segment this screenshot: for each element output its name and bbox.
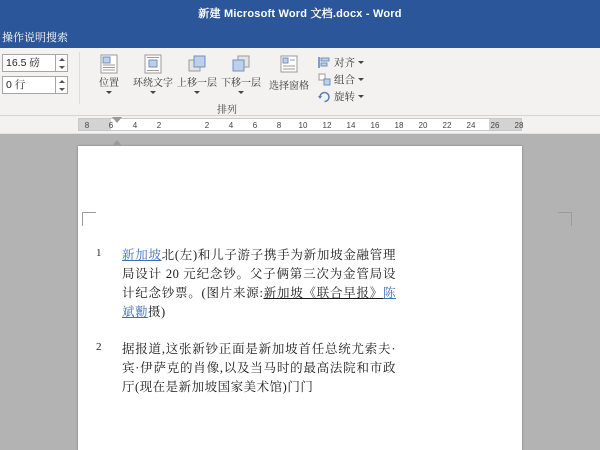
chevron-down-icon — [358, 95, 364, 98]
ribbon-divider — [79, 52, 80, 104]
paragraph-text[interactable] — [122, 340, 396, 397]
bring-forward-icon — [186, 54, 208, 77]
ruler-tick: 28 — [514, 121, 524, 130]
ruler-tick: 14 — [346, 121, 356, 130]
ruler-tick: 26 — [490, 121, 500, 130]
bring-forward-label: 上移一层 — [177, 78, 217, 89]
group-label: 组合 — [334, 74, 355, 86]
send-backward-button[interactable] — [219, 52, 263, 94]
paragraph-run: 北(左)和儿子游子携手为新加坡金融管理局设计 20 元纪念钞。父子俩第三次为金管局设计纪念钞票。(图片来源: — [122, 248, 396, 300]
arrange-group-label: 排列 — [217, 105, 237, 116]
chevron-down-icon — [238, 91, 244, 94]
ruler-tick: 2 — [156, 121, 162, 130]
paragraph-run-link[interactable]: 新加坡 — [122, 248, 162, 262]
paragraph-text[interactable] — [122, 246, 396, 322]
ruler-tick: 8 — [84, 121, 90, 130]
ruler-tick: 24 — [466, 121, 476, 130]
shape-width-stepper[interactable] — [56, 76, 68, 94]
send-backward-icon — [230, 54, 252, 77]
selection-pane-button[interactable] — [263, 52, 315, 92]
chevron-down-icon — [358, 61, 364, 64]
send-backward-label: 下移一层 — [221, 78, 261, 89]
shape-height-row — [2, 54, 74, 72]
paragraph-number: 2 — [96, 341, 102, 353]
title-bar — [0, 0, 600, 26]
paragraph-run-underline: 新加坡《联合早报》 — [263, 286, 383, 300]
paragraph-number: 1 — [96, 247, 102, 259]
paragraph-run: 据报道,这张新钞正面是新加坡首任总统尤索夫·宾·伊萨克的肖像,以及当马时的最高法院和市政厅(现在是新加坡国家美术馆)门门 — [122, 342, 396, 394]
chevron-down-icon — [358, 78, 364, 81]
wrap-text-icon — [142, 54, 164, 77]
rotate-label: 旋转 — [334, 91, 355, 103]
ruler-tick: 18 — [394, 121, 404, 130]
shape-width-input[interactable]: 0 行 — [2, 76, 56, 94]
position-icon — [98, 54, 120, 77]
shape-height-input[interactable]: 16.5 磅 — [2, 54, 56, 72]
ruler-tick: 8 — [276, 121, 282, 130]
shape-width-row — [2, 76, 74, 94]
shape-height-stepper[interactable] — [56, 54, 68, 72]
horizontal-ruler[interactable] — [78, 118, 522, 131]
group-icon — [318, 73, 331, 86]
ruler-tick: 4 — [132, 121, 138, 130]
align-button[interactable] — [315, 54, 367, 71]
left-indent-marker[interactable] — [112, 140, 122, 146]
first-line-indent-marker[interactable] — [112, 117, 122, 123]
ruler-tick: 16 — [370, 121, 380, 130]
document-paragraph[interactable] — [96, 246, 396, 322]
ruler-tick: 12 — [322, 121, 332, 130]
selection-pane-label: 选择窗格 — [269, 81, 309, 92]
ruler-tick: 2 — [204, 121, 210, 130]
ruler-tick: 10 — [298, 121, 308, 130]
arrange-buttons-row — [87, 52, 367, 105]
align-label: 对齐 — [334, 57, 355, 69]
chevron-down-icon — [106, 91, 112, 94]
wrap-text-button[interactable] — [131, 52, 175, 94]
window-title: 新建 Microsoft Word 文档.docx - Word — [198, 8, 402, 20]
paragraph-run: 摄) — [148, 305, 166, 319]
ribbon-group-arrange — [83, 50, 371, 116]
position-button[interactable] — [87, 52, 131, 94]
ribbon-tab-strip — [0, 26, 600, 48]
ruler-tick: 22 — [442, 121, 452, 130]
paragraph-run-link[interactable]: 陈斌勷 — [122, 286, 396, 319]
tell-me-search[interactable]: 操作说明搜索 — [2, 32, 68, 44]
ruler-tick: 4 — [228, 121, 234, 130]
margin-corner-top-left — [82, 212, 96, 226]
chevron-down-icon — [150, 91, 156, 94]
document-canvas[interactable] — [0, 134, 600, 450]
ruler-tick: 6 — [108, 121, 114, 130]
align-icon — [318, 56, 331, 69]
ribbon — [0, 48, 600, 116]
bring-forward-button[interactable] — [175, 52, 219, 94]
ruler-bar — [0, 116, 600, 134]
group-button[interactable] — [315, 71, 367, 88]
ruler-tick: 20 — [418, 121, 428, 130]
ribbon-group-size — [0, 50, 76, 116]
document-paragraph[interactable] — [96, 340, 396, 397]
position-label: 位置 — [99, 78, 119, 89]
margin-corner-top-right — [558, 212, 572, 226]
arrange-small-buttons — [315, 52, 367, 105]
selection-pane-icon — [279, 54, 299, 77]
ruler-tick: 6 — [252, 121, 258, 130]
wrap-text-label: 环绕文字 — [133, 78, 173, 89]
chevron-down-icon — [194, 91, 200, 94]
document-content[interactable] — [96, 246, 396, 415]
